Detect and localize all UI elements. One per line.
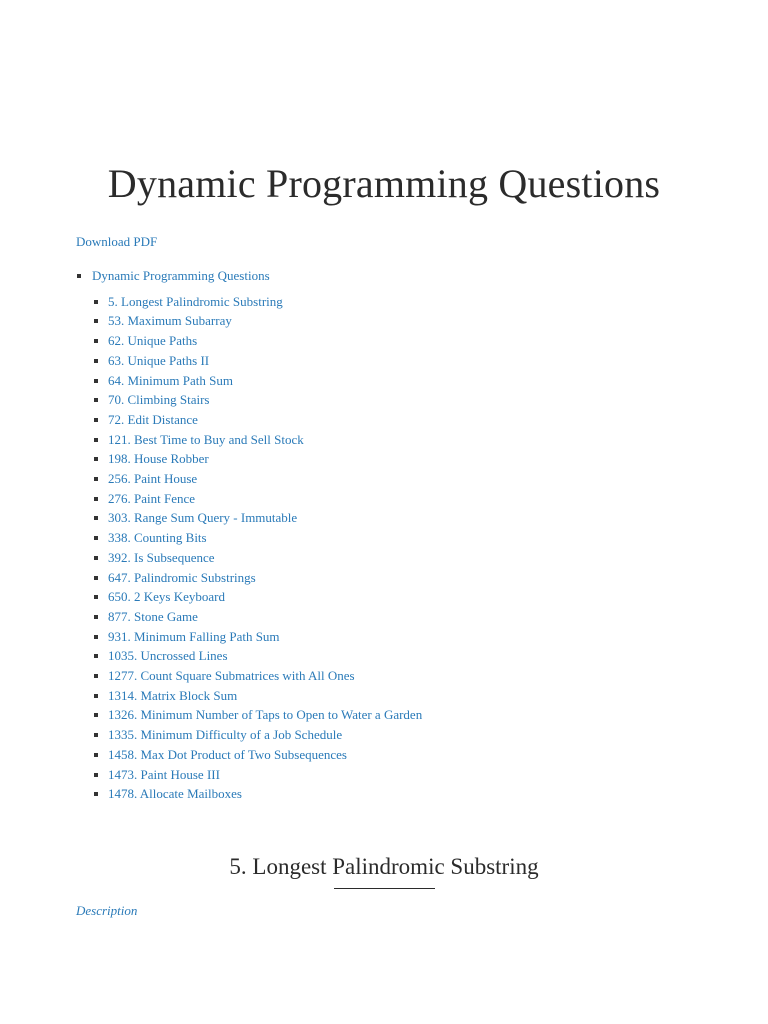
bullet-icon [94, 576, 98, 580]
toc-list-item [92, 587, 422, 607]
table-of-contents [76, 266, 422, 804]
bullet-icon [94, 615, 98, 619]
toc-list-item [92, 548, 422, 568]
bullet-icon [94, 457, 98, 461]
toc-item-link[interactable]: 198. House Robber [108, 451, 209, 467]
toc-list-item [92, 371, 422, 391]
bullet-icon [94, 753, 98, 757]
toc-list-item [92, 311, 422, 331]
toc-item-link[interactable]: 647. Palindromic Substrings [108, 569, 256, 585]
toc-list-item [92, 390, 422, 410]
toc-list-item [92, 430, 422, 450]
page-title: Dynamic Programming Questions [107, 161, 661, 206]
section-heading: 5. Longest Palindromic Substring [229, 854, 539, 879]
toc-list-item [92, 331, 422, 351]
toc-item-link[interactable]: 1458. Max Dot Product of Two Subsequences [108, 746, 347, 762]
description-link[interactable]: Description [76, 903, 138, 918]
bullet-icon [94, 516, 98, 520]
toc-list-item [92, 528, 422, 548]
toc-item-link[interactable]: 1314. Matrix Block Sum [108, 687, 238, 703]
download-pdf-link[interactable]: Download PDF [76, 234, 158, 249]
toc-item-link[interactable]: 931. Minimum Falling Path Sum [108, 628, 280, 644]
toc-item-link[interactable]: 392. Is Subsequence [108, 549, 215, 565]
toc-list-item [92, 627, 422, 647]
bullet-icon [94, 319, 98, 323]
bullet-icon [94, 733, 98, 737]
toc-item-link[interactable]: 1473. Paint House III [108, 766, 220, 782]
toc-list-item [92, 607, 422, 627]
toc-item-link[interactable]: 121. Best Time to Buy and Sell Stock [108, 431, 304, 447]
bullet-icon [94, 497, 98, 501]
bullet-icon [94, 556, 98, 560]
toc-list-item [92, 646, 422, 666]
bullet-icon [94, 674, 98, 678]
bullet-icon [94, 773, 98, 777]
bullet-icon [94, 300, 98, 304]
toc-list-item [92, 508, 422, 528]
toc-item-link[interactable]: 62. Unique Paths [108, 333, 198, 349]
bullet-icon [77, 274, 81, 278]
toc-list-item [92, 705, 422, 725]
bullet-icon [94, 398, 98, 402]
toc-top-item [76, 266, 422, 804]
heading-underline [334, 888, 435, 889]
toc-list-item [92, 765, 422, 785]
bullet-icon [94, 792, 98, 796]
toc-item-link[interactable]: 276. Paint Fence [108, 490, 196, 506]
toc-item-link[interactable]: 1335. Minimum Difficulty of a Job Schedule [108, 727, 343, 743]
bullet-icon [94, 359, 98, 363]
toc-list-item [92, 489, 422, 509]
toc-item-link[interactable]: 303. Range Sum Query - Immutable [108, 510, 298, 526]
toc-list-item [92, 686, 422, 706]
bullet-icon [94, 418, 98, 422]
bullet-icon [94, 438, 98, 442]
bullet-icon [94, 477, 98, 481]
toc-list-item [92, 351, 422, 371]
toc-list-item [92, 784, 422, 804]
toc-item-link[interactable]: 5. Longest Palindromic Substring [108, 293, 283, 309]
toc-item-link[interactable]: 1277. Count Square Submatrices with All Ones [108, 668, 355, 684]
bullet-icon [94, 694, 98, 698]
bullet-icon [94, 595, 98, 599]
toc-item-link[interactable]: 1478. Allocate Mailboxes [108, 786, 242, 802]
toc-item-link[interactable]: 1035. Uncrossed Lines [108, 648, 228, 664]
toc-item-link[interactable]: 70. Climbing Stairs [108, 392, 210, 408]
bullet-icon [94, 536, 98, 540]
toc-list-item [92, 568, 422, 588]
toc-list-item [92, 666, 422, 686]
bullet-icon [94, 713, 98, 717]
bullet-icon [94, 635, 98, 639]
toc-item-link[interactable]: 64. Minimum Path Sum [108, 372, 233, 388]
toc-item-link[interactable]: 53. Maximum Subarray [108, 313, 232, 329]
toc-top-link[interactable]: Dynamic Programming Questions [92, 268, 270, 283]
toc-list-item [92, 745, 422, 765]
toc-item-link[interactable]: 63. Unique Paths II [108, 352, 210, 368]
toc-sub-list [92, 292, 422, 804]
toc-item-link[interactable]: 256. Paint House [108, 471, 198, 487]
toc-list-item [92, 469, 422, 489]
toc-item-link[interactable]: 650. 2 Keys Keyboard [108, 589, 225, 605]
toc-list-item [92, 449, 422, 469]
bullet-icon [94, 654, 98, 658]
toc-list-item [92, 725, 422, 745]
bullet-icon [94, 379, 98, 383]
toc-list-item [92, 410, 422, 430]
bullet-icon [94, 339, 98, 343]
toc-list-item [92, 292, 422, 312]
toc-item-link[interactable]: 1326. Minimum Number of Taps to Open to Water a Garden [108, 707, 423, 723]
toc-item-link[interactable]: 72. Edit Distance [108, 411, 198, 427]
toc-item-link[interactable]: 877. Stone Game [108, 608, 198, 624]
toc-item-link[interactable]: 338. Counting Bits [108, 530, 207, 546]
